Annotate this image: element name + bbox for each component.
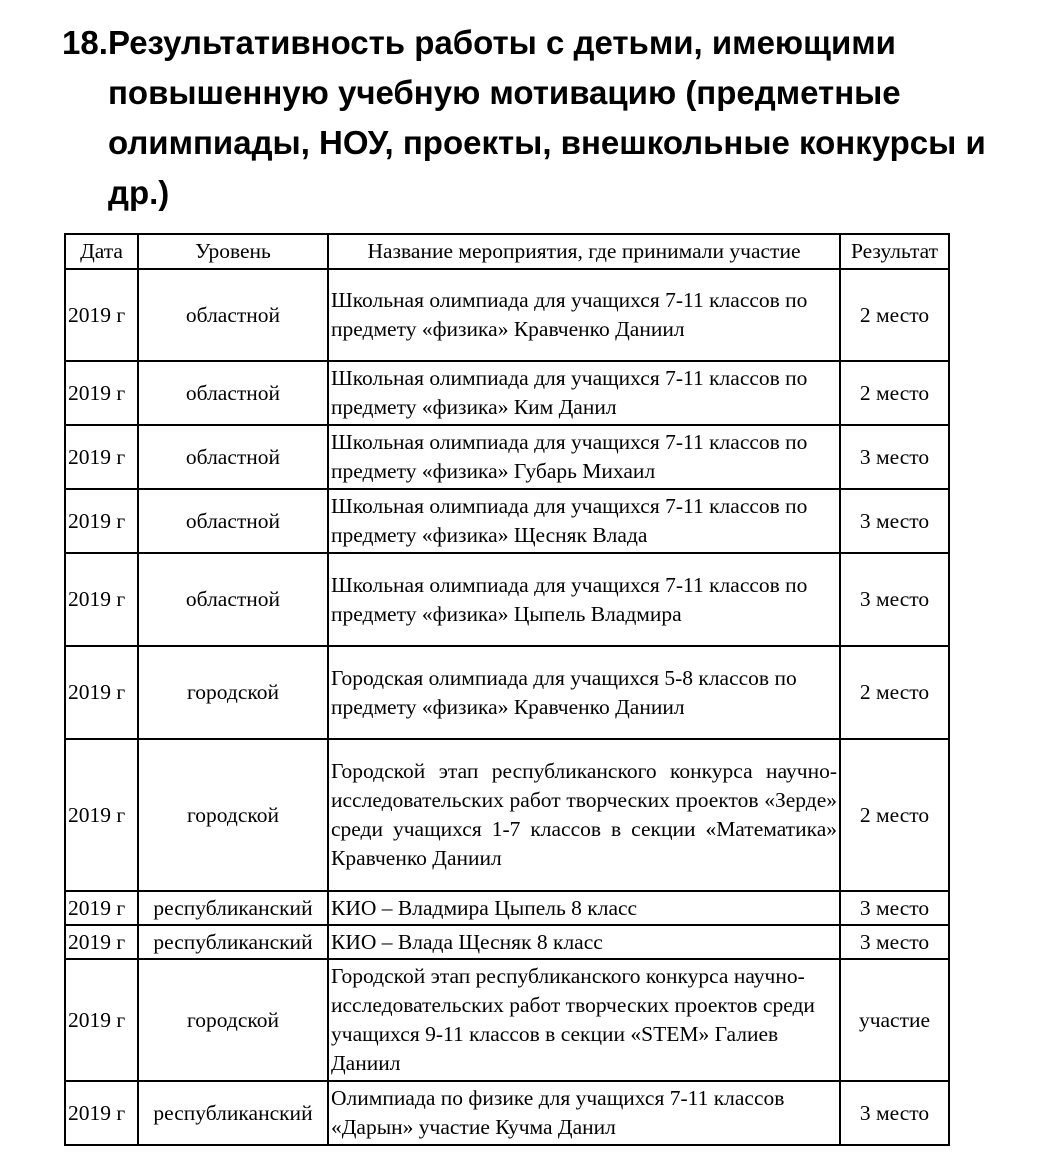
- cell-date: 2019 г: [65, 269, 138, 361]
- cell-date: 2019 г: [65, 891, 138, 925]
- cell-result: 2 место: [840, 361, 949, 425]
- cell-date: 2019 г: [65, 739, 138, 891]
- cell-event: Школьная олимпиада для учащихся 7-11 классов по предмету «физика» Ким Данил: [328, 361, 840, 425]
- cell-result: 2 место: [840, 646, 949, 739]
- cell-event: Городской этап республиканского конкурса научно-исследовательских работ творческих проектов среди учащихся 9-11 классов в секции «STEM» Галиев Даниил: [328, 959, 840, 1081]
- cell-result: 3 место: [840, 489, 949, 553]
- cell-result: 2 место: [840, 739, 949, 891]
- table-row: [65, 959, 949, 1081]
- table-row: [65, 646, 949, 739]
- cell-level: областной: [138, 361, 328, 425]
- cell-level: городской: [138, 646, 328, 739]
- header-date: Дата: [65, 234, 138, 269]
- table-row: [65, 361, 949, 425]
- header-result: Результат: [840, 234, 949, 269]
- table-row: [65, 553, 949, 646]
- heading-number: 18.: [62, 24, 108, 61]
- cell-date: 2019 г: [65, 925, 138, 959]
- results-table: [64, 233, 950, 1146]
- cell-level: городской: [138, 739, 328, 891]
- cell-date: 2019 г: [65, 959, 138, 1081]
- cell-result: 3 место: [840, 553, 949, 646]
- cell-event: Школьная олимпиада для учащихся 7-11 классов по предмету «физика» Кравченко Даниил: [328, 269, 840, 361]
- cell-result: участие: [840, 959, 949, 1081]
- cell-date: 2019 г: [65, 1081, 138, 1145]
- table-header-row: [65, 234, 949, 269]
- cell-level: областной: [138, 553, 328, 646]
- cell-result: 2 место: [840, 269, 949, 361]
- table-row: [65, 489, 949, 553]
- cell-result: 3 место: [840, 425, 949, 489]
- cell-level: областной: [138, 269, 328, 361]
- cell-event: Городской этап республиканского конкурса научно-исследовательских работ творческих проектов «Зерде» среди учащихся 1-7 классов в секции «Математика» Кравченко Даниил: [328, 739, 840, 891]
- table-row: [65, 425, 949, 489]
- table-row: [65, 891, 949, 925]
- cell-result: 3 место: [840, 891, 949, 925]
- cell-event: Городская олимпиада для учащихся 5-8 классов по предмету «физика» Кравченко Даниил: [328, 646, 840, 739]
- cell-date: 2019 г: [65, 425, 138, 489]
- table-row: [65, 1081, 949, 1145]
- header-event: Название мероприятия, где принимали участие: [328, 234, 840, 269]
- cell-date: 2019 г: [65, 646, 138, 739]
- cell-level: областной: [138, 425, 328, 489]
- cell-event: КИО – Влада Щесняк 8 класс: [328, 925, 840, 959]
- cell-date: 2019 г: [65, 489, 138, 553]
- cell-event: Школьная олимпиада для учащихся 7-11 классов по предмету «физика» Губарь Михаил: [328, 425, 840, 489]
- cell-event: Школьная олимпиада для учащихся 7-11 классов по предмету «физика» Цыпель Владмира: [328, 553, 840, 646]
- cell-event: КИО – Владмира Цыпель 8 класс: [328, 891, 840, 925]
- cell-result: 3 место: [840, 925, 949, 959]
- cell-result: 3 место: [840, 1081, 949, 1145]
- table-row: [65, 269, 949, 361]
- cell-date: 2019 г: [65, 553, 138, 646]
- heading-text: Результативность работы с детьми, имеющими повышенную учебную мотивацию (предметные олимпиады, НОУ, проекты, внешкольные конкурсы и др.): [108, 24, 986, 211]
- table-row: [65, 739, 949, 891]
- cell-level: областной: [138, 489, 328, 553]
- table-row: [65, 925, 949, 959]
- section-heading: [62, 18, 1052, 218]
- cell-level: республиканский: [138, 1081, 328, 1145]
- header-level: Уровень: [138, 234, 328, 269]
- cell-level: городской: [138, 959, 328, 1081]
- cell-level: республиканский: [138, 925, 328, 959]
- cell-date: 2019 г: [65, 361, 138, 425]
- cell-event: Школьная олимпиада для учащихся 7-11 классов по предмету «физика» Щесняк Влада: [328, 489, 840, 553]
- cell-level: республиканский: [138, 891, 328, 925]
- cell-event: Олимпиада по физике для учащихся 7-11 классов «Дарын» участие Кучма Данил: [328, 1081, 840, 1145]
